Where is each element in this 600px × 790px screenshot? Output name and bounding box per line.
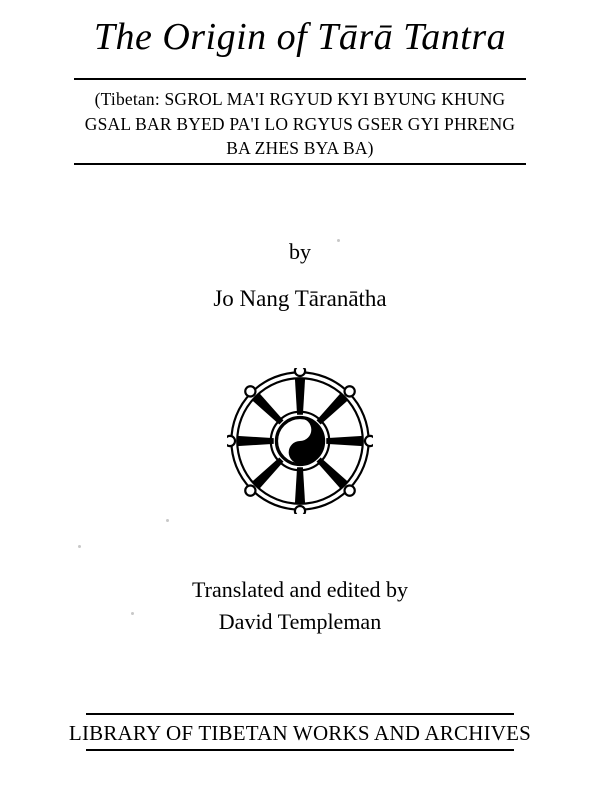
divider-below-publisher bbox=[86, 749, 514, 751]
subtitle-line-3: BA ZHES BYA BA) bbox=[226, 138, 374, 159]
subtitle-line-2: GSAL BAR BYED PA'I LO RGYUS GSER GYI PHRENG bbox=[84, 113, 516, 134]
translator-line-1: Translated and edited by bbox=[191, 577, 409, 603]
by-label: by bbox=[289, 239, 311, 265]
publisher-name: LIBRARY OF TIBETAN WORKS AND ARCHIVES bbox=[68, 721, 532, 746]
divider-above-publisher bbox=[86, 713, 514, 715]
scan-speck bbox=[166, 519, 169, 522]
translator-credit bbox=[0, 574, 600, 638]
scan-speck bbox=[337, 239, 340, 242]
subtitle-line-1: (Tibetan: SGROL MA'I RGYUD KYI BYUNG KHUNG bbox=[94, 88, 506, 109]
dharma-wheel-icon bbox=[0, 368, 600, 514]
divider-top bbox=[74, 78, 526, 80]
translator-name: David Templeman bbox=[218, 609, 382, 635]
scan-speck bbox=[131, 612, 134, 615]
page-title: The Origin of Tārā Tantra bbox=[93, 16, 507, 58]
scan-speck bbox=[78, 545, 81, 548]
tibetan-subtitle bbox=[65, 87, 535, 162]
author-name: Jo Nang Tāranātha bbox=[213, 286, 387, 312]
divider-below-subtitle bbox=[74, 163, 526, 165]
